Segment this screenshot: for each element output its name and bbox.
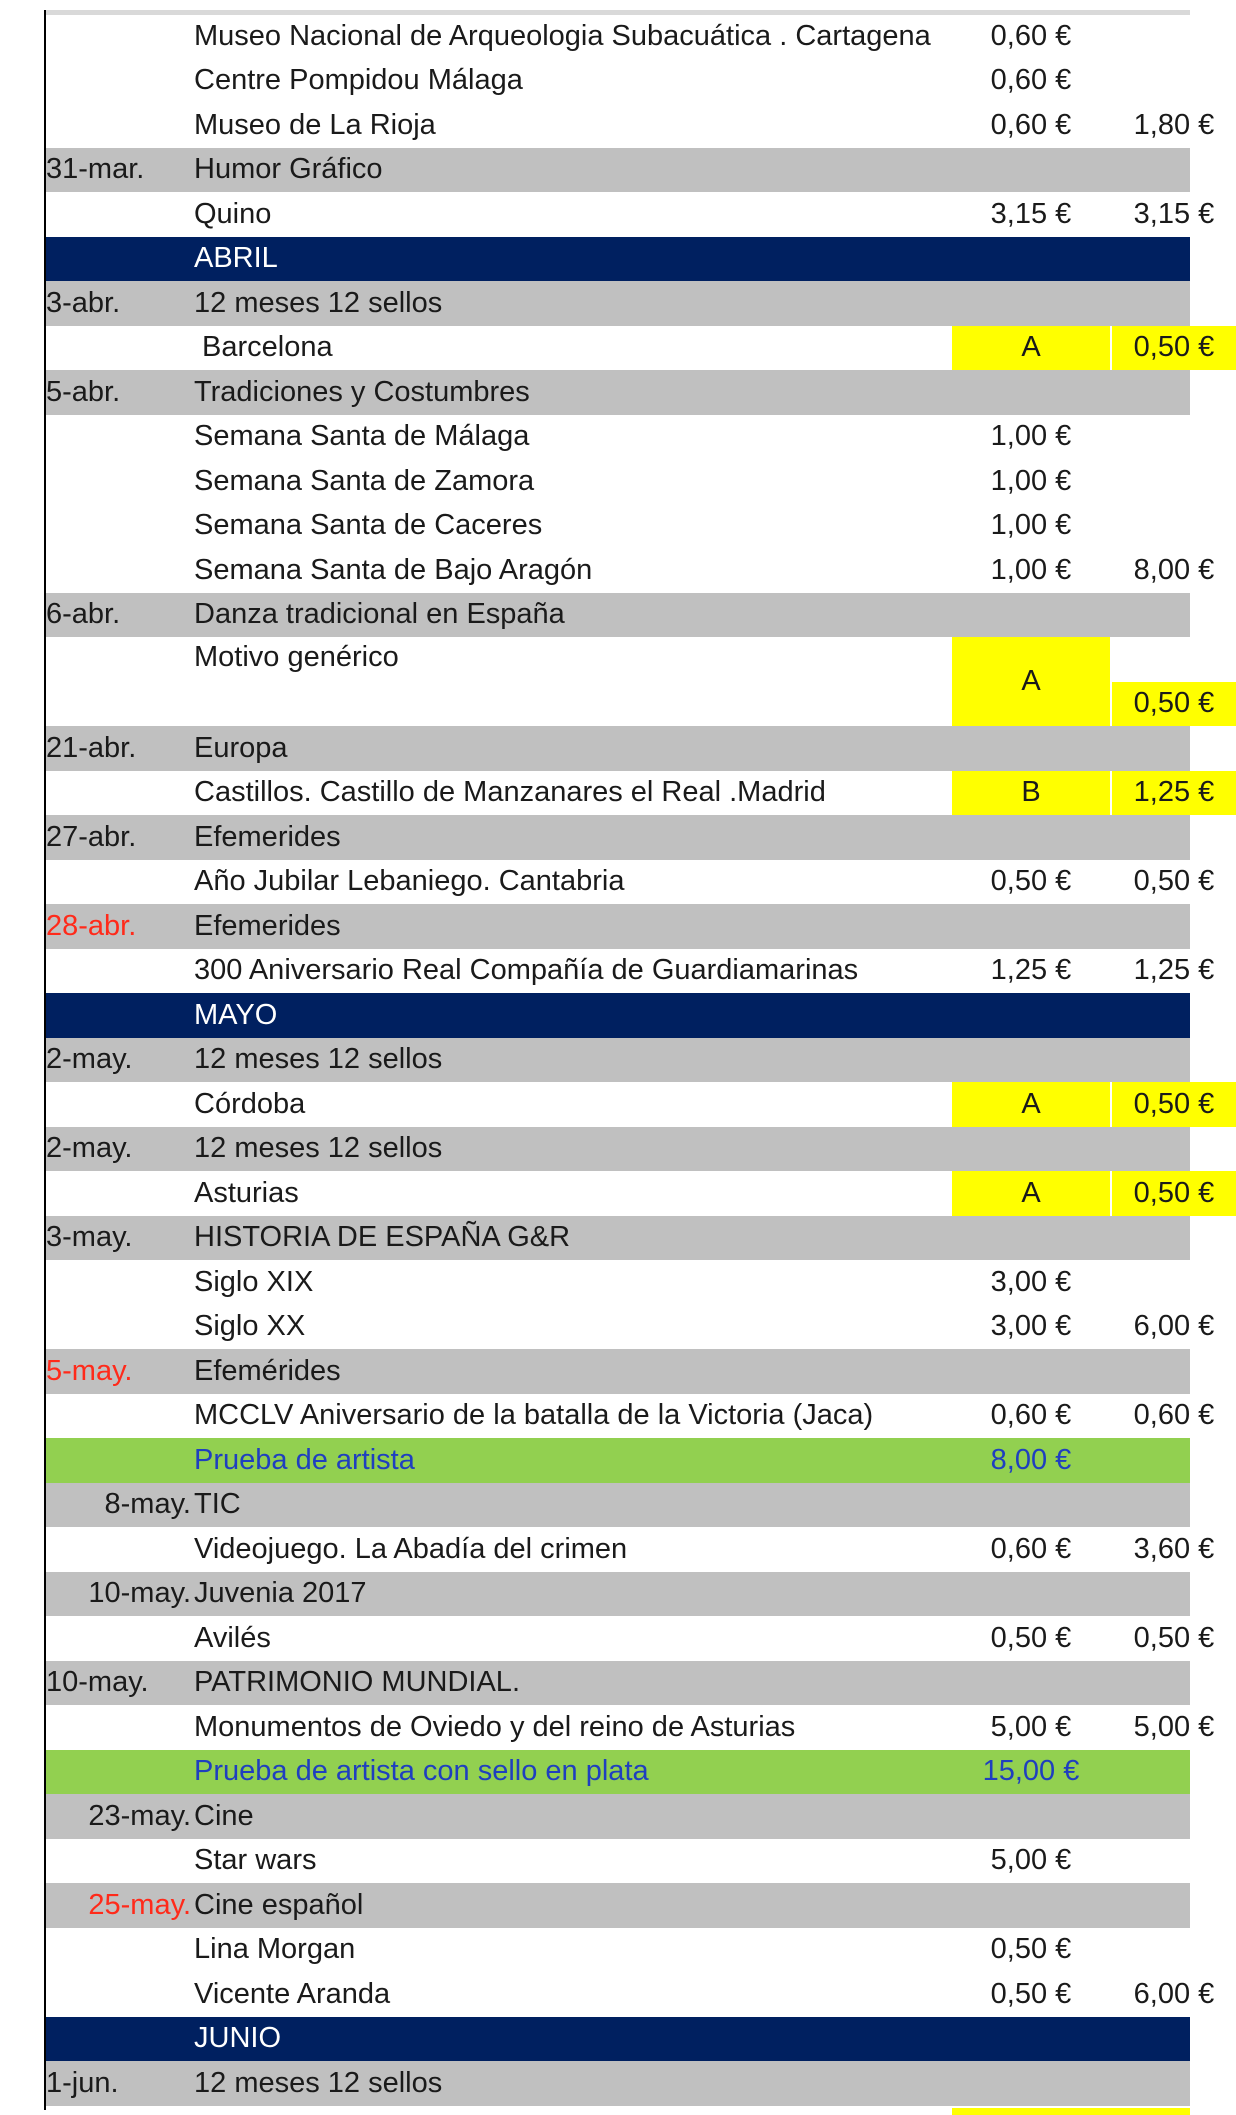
table-row [46,1394,1215,1439]
date-cell: 3-may. [46,1221,133,1254]
unit-price-cell: A [952,637,1110,726]
table-row [46,1082,1215,1127]
category-row [46,281,1190,326]
table-row [46,860,1215,905]
description-cell: Quino [194,197,272,230]
description-cell: Prueba de artista con sello en plata [194,1755,649,1788]
total-price-cell: 5,00 € [1133,1710,1215,1743]
total-price-cell: 0,50 € [1133,1621,1215,1654]
month-header-row [46,237,1190,282]
month-header-row [46,993,1190,1038]
category-row [46,1038,1190,1083]
total-price-cell [1112,504,1236,549]
date-cell [46,637,191,726]
category-row [46,1883,1190,1928]
date-cell [46,1527,191,1572]
total-price-cell [1112,1438,1236,1483]
table-row [46,548,1215,593]
total-price-cell [1112,370,1236,415]
total-price-cell: 1,25 € [1133,954,1215,987]
month-title: JUNIO [194,2022,281,2055]
unit-price-cell: 8,00 € [990,1443,1072,1476]
total-price-cell [1112,2061,1236,2106]
description-cell: Europa [194,731,288,764]
total-price-cell: 8,00 € [1133,553,1215,586]
description-cell: Semana Santa de Bajo Aragón [194,553,593,586]
table-row [46,103,1215,148]
total-price-cell [1112,148,1236,193]
unit-price-cell: 3,15 € [990,197,1072,230]
table-row [46,1972,1215,2017]
month-header-row [46,2017,1190,2062]
table-row [46,59,1190,104]
total-price-cell [1112,281,1236,326]
table-row [46,771,1215,816]
description-cell: Avilés [194,1621,271,1654]
category-row [46,1483,1190,1528]
total-price-cell [1112,593,1236,638]
description-cell: 12 meses 12 sellos [194,286,443,319]
total-price-cell [1112,1127,1236,1172]
unit-price-cell: A [952,1171,1110,1216]
date-cell: 3-abr. [46,286,121,319]
date-cell: 28-abr. [46,909,137,942]
unit-price-cell: 0,50 € [990,1621,1072,1654]
total-price-cell [1112,14,1236,59]
description-cell: Efemerides [194,820,341,853]
date-cell [46,2017,191,2062]
description-cell: Año Jubilar Lebaniego. Cantabria [194,865,625,898]
unit-price-cell [952,1038,1110,1083]
total-price-cell [1112,1928,1236,1973]
total-price-cell [1112,1216,1236,1261]
description-cell: Tradiciones y Costumbres [194,375,530,408]
unit-price-cell: 0,60 € [990,108,1072,141]
unit-price-cell: 5,00 € [990,1710,1072,1743]
unit-price-cell: 0,50 € [990,865,1072,898]
date-cell [46,192,191,237]
date-cell: 31-mar. [46,153,145,186]
total-price-cell [1112,59,1236,104]
table-row [46,949,1215,994]
description-cell: MCCLV Aniversario de la batalla de la Victoria (Jaca) [194,1399,874,1432]
description-cell: Semana Santa de Caceres [194,509,543,542]
date-cell [46,993,191,1038]
description-cell: Museo de La Rioja [194,108,436,141]
table-row [46,1527,1215,1572]
total-price-cell [1112,459,1236,504]
total-price-cell: 1,25 € [1112,771,1236,816]
unit-price-cell: A [952,1082,1110,1127]
date-cell [46,949,191,994]
description-cell: Siglo XIX [194,1265,314,1298]
total-price-cell [1112,1260,1236,1305]
description-cell: HISTORIA DE ESPAÑA G&R [194,1221,571,1254]
unit-price-cell: 15,00 € [982,1755,1080,1788]
date-cell [46,237,191,282]
table-row [46,1928,1190,1973]
date-cell [46,1972,191,2017]
description-cell: Semana Santa de Málaga [194,420,530,453]
description-cell: 12 meses 12 sellos [194,1132,443,1165]
date-cell: 5-abr. [46,375,121,408]
category-row [46,1349,1190,1394]
category-row [46,593,1190,638]
date-cell [46,103,191,148]
unit-price-cell: B [952,771,1110,816]
date-cell [46,326,191,371]
total-price-cell [1112,237,1236,282]
unit-price-cell [952,1127,1110,1172]
total-price-cell: 0,50 € [1112,326,1236,371]
month-title: MAYO [194,998,278,1031]
unit-price-cell: 0,50 € [990,1977,1072,2010]
total-price-cell: 0,50 € [1112,1171,1236,1216]
total-price-cell [1112,1794,1236,1839]
total-price-cell [1112,1661,1236,1706]
total-price-cell: 1,80 € [1133,108,1215,141]
total-price-cell: 0,50 € [1112,682,1236,727]
total-price-cell [1112,1483,1236,1528]
unit-price-cell: 1,00 € [990,464,1072,497]
total-price-cell [1112,815,1236,860]
description-cell: Efemérides [194,1354,341,1387]
category-row [46,904,1190,949]
total-price-cell: 6,00 € [1133,1977,1215,2010]
table-row [46,1616,1215,1661]
unit-price-cell: 3,00 € [990,1310,1072,1343]
table-row [46,1839,1190,1884]
description-cell: Humor Gráfico [194,153,383,186]
description-cell: 12 meses 12 sellos [194,1043,443,1076]
date-cell: 10-may. [88,1577,191,1610]
description-cell: Castillos. Castillo de Manzanares el Real .Madrid [194,776,826,809]
description-cell: Barcelona [202,331,333,364]
table-row [46,1260,1190,1305]
total-price-cell [1112,1572,1236,1617]
table-row [46,1305,1215,1350]
category-row [46,1216,1190,1261]
date-cell [46,771,191,816]
unit-price-cell [952,281,1110,326]
date-cell: 23-may. [88,1799,191,1832]
date-cell [46,860,191,905]
description-cell: Centre Pompidou Málaga [194,64,523,97]
category-row [46,1661,1190,1706]
category-row [46,1794,1190,1839]
date-cell [46,504,191,549]
unit-price-cell: A [952,326,1110,371]
date-cell [46,1616,191,1661]
date-cell [46,415,191,460]
unit-price-cell: 0,50 € [990,1933,1072,1966]
unit-price-cell [952,593,1110,638]
date-cell [46,1750,191,1795]
artist-proof-row [46,1750,1190,1795]
date-cell: 21-abr. [46,731,137,764]
date-cell: 2-may. [46,1132,133,1165]
unit-price-cell: 0,60 € [990,1532,1072,1565]
total-price-cell [1112,904,1236,949]
date-cell [46,459,191,504]
next-row-highlight-edge [952,2108,1190,2115]
month-title: ABRIL [194,242,278,275]
description-cell: Videojuego. La Abadía del crimen [194,1532,628,1565]
total-price-cell [1112,2017,1236,2062]
unit-price-cell [952,993,1110,1038]
description-cell: Cine [194,1799,254,1832]
date-cell [46,1839,191,1884]
unit-price-cell: 5,00 € [990,1844,1072,1877]
unit-price-cell [952,1883,1110,1928]
date-cell: 6-abr. [46,598,121,631]
unit-price-cell [952,1216,1110,1261]
description-cell: Efemerides [194,909,341,942]
date-cell [46,14,191,59]
category-row [46,370,1190,415]
date-cell [46,1305,191,1350]
description-cell: Lina Morgan [194,1933,356,1966]
date-cell: 2-may. [46,1043,133,1076]
date-cell [46,1705,191,1750]
table-row [46,1171,1215,1216]
total-price-cell: 3,15 € [1133,197,1215,230]
artist-proof-row [46,1438,1190,1483]
total-price-cell: 0,50 € [1133,865,1215,898]
total-price-cell [1112,1038,1236,1083]
date-cell [46,1082,191,1127]
total-price-cell [1112,1839,1236,1884]
unit-price-cell [952,1794,1110,1839]
description-cell: Semana Santa de Zamora [194,464,535,497]
date-cell [46,1171,191,1216]
date-cell: 1-jun. [46,2066,119,2099]
total-price-cell [1112,993,1236,1038]
category-row [46,2061,1190,2106]
date-cell [46,1260,191,1305]
unit-price-cell [952,1661,1110,1706]
total-price-cell [1112,1883,1236,1928]
total-price-cell [1112,726,1236,771]
category-row [46,726,1190,771]
unit-price-cell: 1,00 € [990,509,1072,542]
date-cell: 8-may. [104,1488,191,1521]
table-row [46,1705,1215,1750]
unit-price-cell [952,1483,1110,1528]
category-row [46,148,1190,193]
unit-price-cell: 0,60 € [990,64,1072,97]
description-cell: Asturias [194,1176,299,1209]
description-cell: Monumentos de Oviedo y del reino de Asturias [194,1710,796,1743]
unit-price-cell: 1,00 € [990,553,1072,586]
description-cell: Danza tradicional en España [194,598,565,631]
unit-price-cell: 1,00 € [990,420,1072,453]
date-cell: 25-may. [88,1888,191,1921]
description-cell: Vicente Aranda [194,1977,391,2010]
description-cell: Star wars [194,1844,317,1877]
date-cell [46,1928,191,1973]
description-cell: 12 meses 12 sellos [194,2066,443,2099]
description-cell: Cine español [194,1888,364,1921]
date-cell: 10-may. [46,1666,149,1699]
unit-price-cell [952,148,1110,193]
description-cell: TIC [194,1488,241,1521]
unit-price-cell [952,726,1110,771]
unit-price-cell [952,370,1110,415]
date-cell [46,1438,191,1483]
total-price-cell [1112,1750,1236,1795]
description-cell: Prueba de artista [194,1443,415,1476]
description-cell: PATRIMONIO MUNDIAL. [194,1666,520,1699]
unit-price-cell: 3,00 € [990,1265,1072,1298]
description-cell: Siglo XX [194,1310,306,1343]
unit-price-cell [952,815,1110,860]
unit-price-cell [952,237,1110,282]
table-row [46,326,1215,371]
date-cell [46,1394,191,1439]
date-cell: 5-may. [46,1354,133,1387]
unit-price-cell [952,904,1110,949]
table-row [46,459,1190,504]
description-cell: Motivo genérico [194,641,399,673]
date-cell [46,548,191,593]
unit-price-cell [952,1572,1110,1617]
description-cell: 300 Aniversario Real Compañía de Guardiamarinas [194,954,859,987]
category-row [46,1127,1190,1172]
total-price-cell: 0,50 € [1112,1082,1236,1127]
description-cell: Museo Nacional de Arqueologia Subacuática . Cartagena [194,19,931,52]
table-row [46,504,1190,549]
unit-price-cell: 1,25 € [990,954,1072,987]
total-price-cell: 0,60 € [1133,1399,1215,1432]
category-row [46,815,1190,860]
table-row [46,14,1190,59]
category-row [46,1572,1190,1617]
table-row [46,192,1215,237]
table-row [46,415,1190,460]
date-cell: 27-abr. [46,820,137,853]
date-cell [46,59,191,104]
total-price-cell: 6,00 € [1133,1310,1215,1343]
total-price-cell [1112,1349,1236,1394]
table-row [46,637,1215,726]
unit-price-cell [952,2017,1110,2062]
total-price-cell [1112,415,1236,460]
unit-price-cell [952,2061,1110,2106]
unit-price-cell: 0,60 € [990,19,1072,52]
unit-price-cell [952,1349,1110,1394]
description-cell: Juvenia 2017 [194,1577,367,1610]
description-cell: Córdoba [194,1087,306,1120]
unit-price-cell: 0,60 € [990,1399,1072,1432]
total-price-cell: 3,60 € [1133,1532,1215,1565]
